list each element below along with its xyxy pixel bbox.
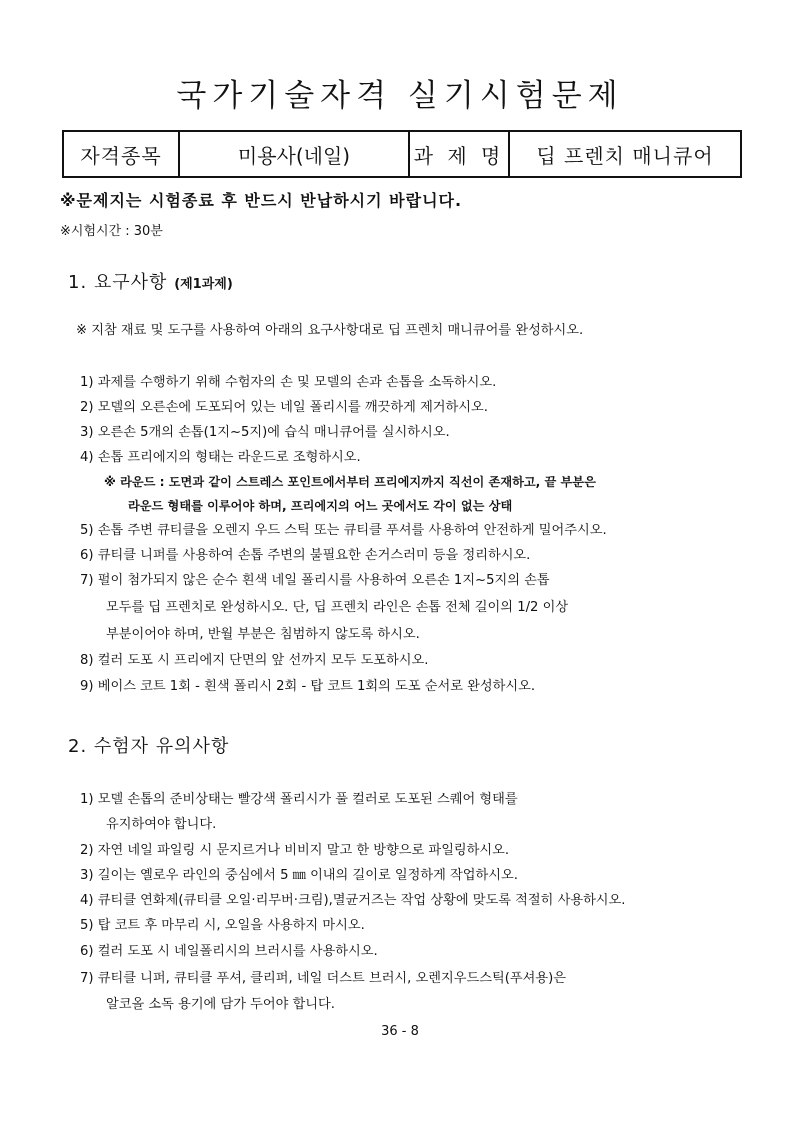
section1-heading — [68, 268, 233, 294]
section1-intro: ※ 지참 재료 및 도구를 사용하여 아래의 요구사항대로 딥 프렌치 매니큐어를 완성하시오. — [76, 323, 584, 338]
caution-item: 5) 탑 코트 후 마무리 시, 오일을 사용하지 마시오. — [80, 918, 365, 933]
caution-item: 2) 자연 네일 파일링 시 문지르거나 비비지 말고 한 방향으로 파일링하시오. — [80, 843, 510, 858]
section1-title: 1. 요구사항 — [68, 272, 168, 293]
caution-item: 6) 컬러 도포 시 네일폴리시의 브러시를 사용하시오. — [80, 944, 378, 959]
caution-item: 3) 길이는 옐로우 라인의 중심에서 5 ㎜ 이내의 길이로 일정하게 작업하시오. — [80, 868, 518, 883]
requirement-item: 5) 손톱 주변 큐티클을 오렌지 우드 스틱 또는 큐티클 푸셔를 사용하여 안전하게 밀어주시오. — [80, 523, 607, 538]
field-label-cell: 자격종목 — [63, 131, 179, 177]
section1-subtitle: (제1과제) — [174, 277, 233, 292]
document-title: 국가기술자격 실기시험문제 — [176, 78, 624, 114]
round-definition-note-cont: 라운드 형태를 이루어야 하며, 프리에지의 어느 곳에서도 각이 없는 상태 — [128, 499, 513, 513]
section2-heading — [68, 732, 229, 758]
requirement-item: 9) 베이스 코트 1회 - 흰색 폴리시 2회 - 탑 코트 1회의 도포 순서로 완성하시오. — [80, 679, 536, 694]
requirement-item: 8) 컬러 도포 시 프리에지 단면의 앞 선까지 모두 도포하시오. — [80, 653, 429, 668]
requirement-item: 3) 오른손 5개의 손톱(1지~5지)에 습식 매니큐어를 실시하시오. — [80, 425, 450, 440]
field-value-cell: 미용사(네일) — [179, 131, 409, 177]
requirement-item-cont: 모두를 딥 프렌치로 완성하시오. 단, 딥 프렌치 라인은 손톱 전체 길이의 1/2 이상 — [106, 600, 569, 615]
section2-title: 2. 수험자 유의사항 — [68, 736, 230, 757]
task-value-cell: 딥 프렌치 매니큐어 — [509, 131, 741, 177]
return-notice: ※문제지는 시험종료 후 반드시 반납하시기 바랍니다. — [60, 191, 463, 210]
requirement-item-cont: 부분이어야 하며, 반월 부분은 침범하지 않도록 하시오. — [106, 627, 420, 642]
requirement-item: 4) 손톱 프리에지의 형태는 라운드로 조형하시오. — [80, 450, 361, 465]
caution-item: 1) 모델 손톱의 준비상태는 빨강색 폴리시가 풀 컬러로 도포된 스퀘어 형태를 — [80, 792, 518, 807]
caution-item-cont: 유지하여야 합니다. — [106, 817, 217, 832]
requirement-item: 6) 큐티클 니퍼를 사용하여 손톱 주변의 불필요한 손거스러미 등을 정리하시오. — [80, 548, 531, 563]
task-label-cell: 과 제 명 — [409, 131, 509, 177]
page-number: 36 - 8 — [381, 1024, 419, 1039]
exam-info-table — [62, 130, 742, 178]
exam-time: ※시험시간 : 30분 — [60, 224, 163, 239]
caution-item: 4) 큐티클 연화제(큐티클 오일·리무버·크림),멸균거즈는 작업 상황에 맞도록 적절히 사용하시오. — [80, 893, 626, 908]
caution-item: 7) 큐티클 니퍼, 큐티클 푸셔, 클리퍼, 네일 더스트 브러시, 오렌지우드스틱(푸셔용)은 — [80, 971, 566, 986]
requirement-item: 1) 과제를 수행하기 위해 수험자의 손 및 모델의 손과 손톱을 소독하시오. — [80, 375, 497, 390]
requirement-item: 7) 펄이 첨가되지 않은 순수 흰색 네일 폴리시를 사용하여 오른손 1지~5지의 손톱 — [80, 573, 550, 588]
requirement-item: 2) 모델의 오른손에 도포되어 있는 네일 폴리시를 깨끗하게 제거하시오. — [80, 400, 488, 415]
round-definition-note: ※ 라운드 : 도면과 같이 스트레스 포인트에서부터 프리에지까지 직선이 존재하고, 끝 부분은 — [104, 475, 596, 489]
caution-item-cont: 알코올 소독 용기에 담가 두어야 합니다. — [106, 997, 335, 1012]
